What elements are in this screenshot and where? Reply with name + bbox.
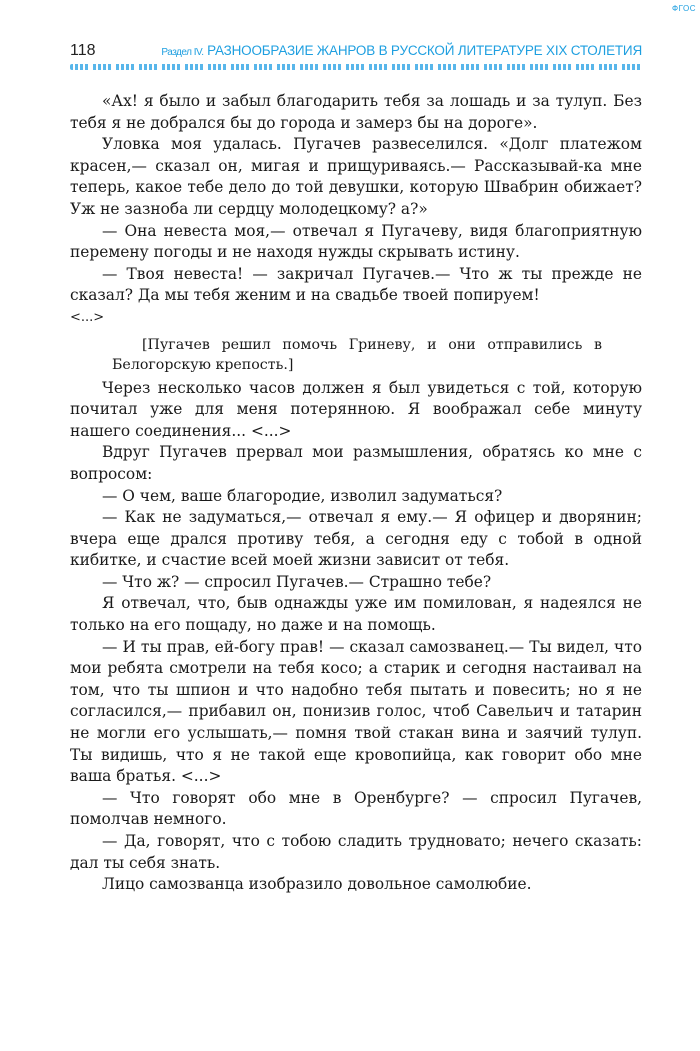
chapter-title-text: РАЗНООБРАЗИЕ ЖАНРОВ В РУССКОЙ ЛИТЕРАТУРЕ XIX СТОЛЕТИЯ — [207, 43, 642, 58]
paragraph: — И ты прав, ей-богу прав! — сказал самозванец.— Ты видел, что мои ребята смотрели на тебя косо; а старик и сегодня настаивал на том, что ты шпион и что надобно тебя пытать и повесить; но я не согласился,— прибавил он, понизив голос, чтоб Савельич и татарин не могли его услышать,— помня твой стакан вина и заячий тулуп. Ты видишь, что я не такой еще кровопийца, как говорит обо мне ваша братья. <...> — [70, 637, 642, 786]
header-ornament-divider — [70, 64, 642, 70]
paragraph: — Да, говорят, что с тобою сладить трудновато; нечего сказать: дал ты себя знать. — [70, 832, 642, 872]
paragraph: — Что говорят обо мне в Оренбурге? — спросил Пугачев, помолчав немного. — [70, 788, 642, 829]
paragraph: Вдруг Пугачев прервал мои размышления, обратясь ко мне с вопросом: — [70, 443, 642, 483]
section-prefix: Раздел IV. — [161, 47, 204, 58]
chapter-title — [161, 43, 642, 58]
editorial-note: [Пугачев решил помочь Гриневу, и они отправились в Белогорскую крепость.] — [112, 336, 602, 373]
corner-mark: ФГОС — [672, 4, 696, 13]
running-header — [70, 40, 642, 80]
page-number: 118 — [70, 42, 96, 59]
paragraph: — Как не задуматься,— отвечал я ему.— Я офицер и дворянин; вчера еще дрался противу тебя, а сегодня еду с тобой в одной кибитке, и счастие всей моей жизни зависит от тебя. — [70, 508, 642, 570]
paragraph: Я отвечал, что, быв однажды уже им помилован, я надеялся не только на его пощаду, но даже и на помощь. — [70, 594, 642, 635]
text-body — [70, 91, 642, 896]
paragraph: — О чем, ваше благородие, изволил задуматься? — [102, 486, 503, 505]
paragraph: Уловка моя удалась. Пугачев развеселился. «Долг платежом красен,— сказал он, мигая и прищуриваясь.— Рассказывай-ка мне теперь, какое тебе дело до той девушки, которую Швабрин обижает? Уж не зазноба ли сердцу молодецкому? а?» — [70, 135, 642, 218]
paragraph: — Твоя невеста! — закричал Пугачев.— Что ж ты прежде не сказал? Да мы тебя женим и на свадьбе твоей попируем! — [70, 264, 642, 305]
paragraph: — Что ж? — спросил Пугачев.— Страшно тебе? — [102, 572, 492, 591]
omission-mark: <...> — [70, 309, 105, 325]
paragraph: «Ах! я было и забыл благодарить тебя за лошадь и за тулуп. Без тебя я не добрался бы до города и замерз бы на дороге». — [70, 92, 642, 132]
paragraph: Через несколько часов должен я был увидеться с той, которую почитал уже для меня потерянною. Я воображал себе минуту нашего соединения... <...> — [70, 378, 642, 440]
paragraph: — Она невеста моя,— отвечал я Пугачеву, видя благоприятную перемену погоды и не находя нужды скрывать истину. — [70, 221, 642, 262]
paragraph: Лицо самозванца изобразило довольное самолюбие. — [102, 875, 532, 894]
